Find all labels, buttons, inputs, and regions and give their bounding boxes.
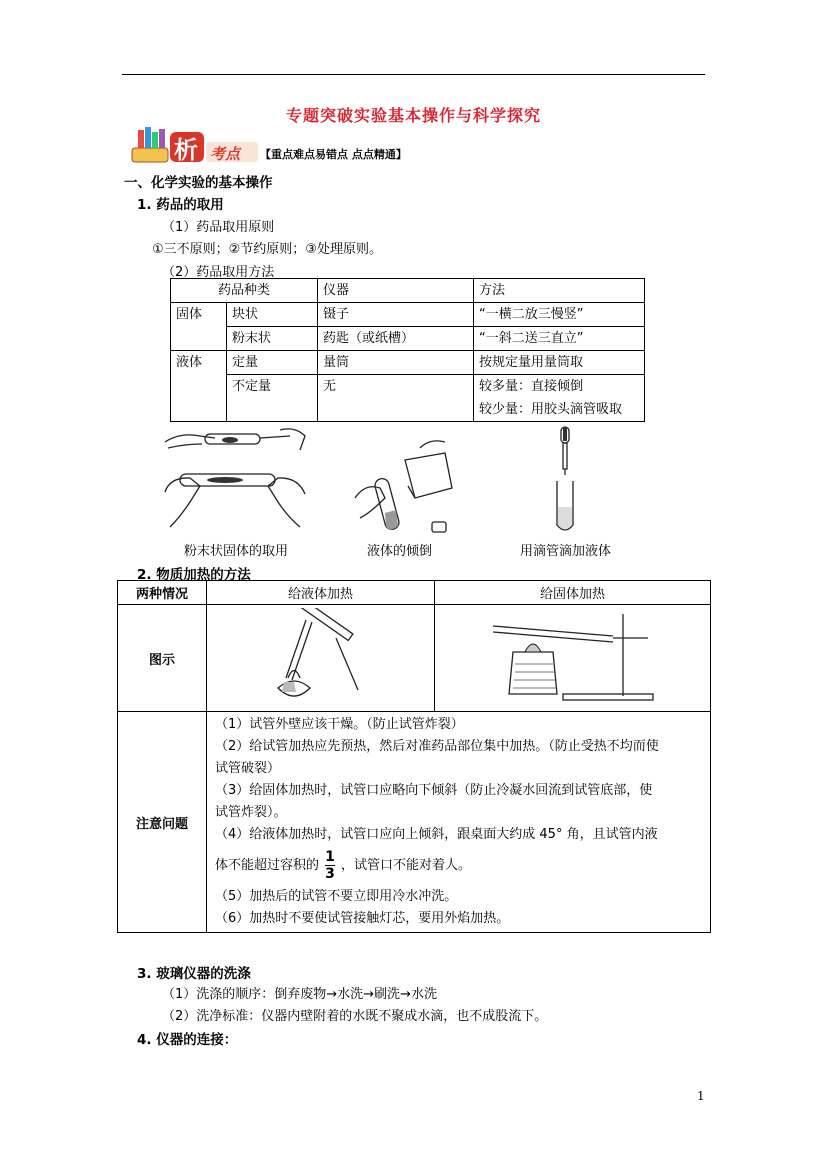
figure-caption: 液体的倾倒 [367,544,433,559]
table-row [118,712,711,933]
page-number: 1 [697,1089,705,1103]
table-row [171,351,645,375]
note-line: （3）给固体加热时，试管口应略向下倾斜（防止冷凝水回流到试管底部，使 [215,783,653,798]
table-cell [435,605,711,712]
reagent-table [170,278,645,422]
heating-table [117,580,711,933]
table-cell: 定量 [227,351,318,375]
subsection-heading: 4. 仪器的连接： [137,1032,238,1048]
section-heading: 一、化学实验的基本操作 [124,175,273,191]
subsection-heading: 2. 物质加热的方法 [137,567,251,583]
paragraph: （1）洗涤的顺序：倒弃废物→水洗→刷洗→水洗 [162,987,437,1002]
note-line: （6）加热时不要使试管接触灯芯，要用外焰加热。 [215,911,510,926]
subsection-heading: 1. 药品的取用 [137,197,224,213]
table-header-row [171,279,645,303]
table-cell: 注意问题 [118,712,207,933]
figure-caption: 粉末状固体的取用 [184,544,289,559]
banner-tagline: 【重点难点易错点 点点精通】 [260,148,407,161]
table-cell: 药匙（或纸槽） [318,327,474,351]
page-title: 专题突破实验基本操作与科学探究 [285,106,541,125]
table-header: 两种情况 [118,581,207,605]
table-header: 药品种类 [171,279,318,303]
paragraph: ①三不原则；②节约原则；③处理原则。 [152,242,382,257]
table-row [171,303,645,327]
note-line: （1）试管外壁应该干燥。（防止试管炸裂） [215,717,464,732]
note-text: 体不能超过容积的 [215,858,320,873]
table-cell: 按规定量用量筒取 [474,351,645,375]
table-cell: “一横二放三慢竖” [474,303,645,327]
table-header: 方法 [474,279,645,303]
note-text: ，试管口不能对着人。 [341,858,472,873]
table-cell: 固体 [171,303,227,351]
paragraph: （2）洗净标准：仪器内壁附着的水既不聚成水滴，也不成股流下。 [162,1009,548,1024]
solid-heating-illustration [463,608,683,704]
table-header: 给固体加热 [435,581,711,605]
table-cell [207,712,711,933]
banner-sub-label: 考点 [210,145,241,163]
table-cell: 镊子 [318,303,474,327]
table-header-row [118,581,711,605]
table-cell: 液体 [171,351,227,422]
table-header: 给液体加热 [207,581,435,605]
note-line [215,846,704,886]
table-cell: 量筒 [318,351,474,375]
subsection-heading: 3. 玻璃仪器的洗涤 [137,966,251,982]
table-cell-line: 较少量：用胶头滴管吸取 [479,402,623,417]
liquid-heating-illustration [266,608,376,704]
note-line: 试管破裂） [215,761,281,776]
table-cell: 块状 [227,303,318,327]
banner-main: 析 [174,136,198,164]
powder-solid-illustration [160,422,310,534]
table-cell: “一斜二送三直立” [474,327,645,351]
figure-caption: 用滴管滴加液体 [520,544,612,559]
note-line: 试管炸裂）。 [215,805,287,820]
table-row [171,327,645,351]
fraction-numerator: 1 [325,849,335,865]
note-line: （2）给试管加热应先预热，然后对准药品部位集中加热。（防止受热不均而使 [215,739,659,754]
liquid-pouring-illustration [350,438,465,538]
fraction [325,849,335,882]
fraction-denominator: 3 [325,866,335,882]
header-rule [122,74,705,75]
dropper-illustration [545,425,585,540]
table-row [171,375,645,422]
table-cell: 无 [318,375,474,422]
note-line: （4）给液体加热时，试管口应向上倾斜，跟桌面大约成 45° 角，且试管内液 [215,827,658,842]
table-cell: 粉末状 [227,327,318,351]
table-cell: 图示 [118,605,207,712]
note-line: （5）加热后的试管不要立即用冷水冲洗。 [215,889,458,904]
table-cell-line: 较多量：直接倾倒 [479,379,584,394]
table-cell: 不定量 [227,375,318,422]
paragraph: （2）药品取用方法 [162,265,275,280]
table-cell [207,605,435,712]
table-header: 仪器 [318,279,474,303]
table-cell [474,375,645,422]
table-row [118,605,711,712]
paragraph: （1）药品取用原则 [162,220,275,235]
